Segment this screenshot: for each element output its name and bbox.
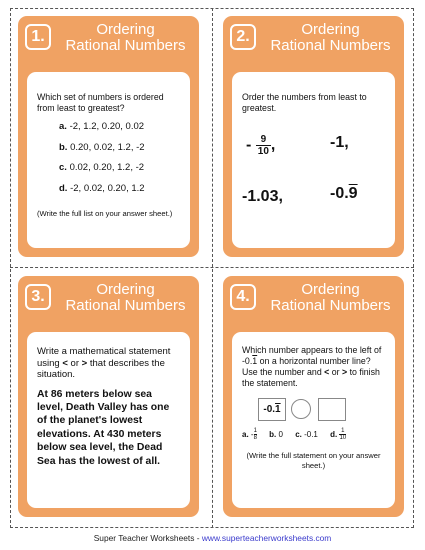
task-card-1 [18,16,199,257]
neg-sign: - [246,136,252,154]
choice-letter: c. [59,162,67,173]
choice-text: -2, 1.2, 0.20, 0.02 [69,121,145,132]
card-body [27,72,190,248]
question-prompt [242,345,385,389]
value-neg-1-03: -1.03, [242,188,283,205]
card-body [232,332,395,508]
option-c [295,430,318,439]
option-a [242,430,257,439]
option-letter: a. [242,429,249,439]
prompt-text: that describes the situation. [37,357,165,380]
choice-letter: b. [59,141,68,153]
choice-d [59,179,180,200]
less-than-symbol: < [324,367,330,377]
value-neg-0-repeating-9 [330,185,358,202]
choice-a [59,117,180,138]
card-title-line2: Rational Numbers [65,37,186,54]
prompt-text: Write a mathematical statement using [37,346,171,369]
task-card-2 [223,16,404,257]
fraction [254,428,257,441]
fraction [339,428,346,441]
choice-text: 0.20, 0.02, 1.2, -2 [70,141,145,153]
repeating-digit: 9 [348,185,358,202]
answer-note: (Write the full statement on your answer sheet.) [246,451,381,470]
cut-line-horizontal [10,267,414,268]
repeating-prefix: -0. [330,185,349,202]
question-prompt [37,346,180,381]
question-prompt: Order the numbers from least to greatest. [242,92,367,113]
fraction [256,134,271,157]
option-d [330,430,346,439]
fraction-numerator: 1 [341,428,345,434]
footer [0,533,425,543]
option-letter: d. [330,429,338,439]
card-title-line2: Rational Numbers [65,297,186,314]
option-letter: b. [269,429,277,439]
prompt-text: Which number appears to the left of -0. [242,345,382,366]
answer-box[interactable] [318,398,346,421]
card-title [56,22,195,54]
fraction-numerator: 1 [253,428,257,434]
task-card-4 [223,276,404,517]
answer-note: (Write the full list on your answer sheet.) [37,209,173,218]
repeating-digit: 1 [252,356,258,366]
option-letter: c. [295,429,302,439]
greater-than-symbol: > [81,357,88,369]
comma: , [270,136,276,154]
card-title-line1: Ordering [96,21,155,38]
choice-c [59,158,180,179]
card-title-line1: Ordering [96,281,155,298]
greater-than-symbol: > [342,367,348,377]
value-neg-nine-tenths [246,134,275,157]
card-number: 4. [230,284,256,310]
box-prefix: -0. [263,404,276,415]
option-b [269,430,283,439]
choice-letter: a. [59,121,67,132]
fraction-denominator: 10 [339,435,347,441]
choice-text: 0.02, 0.20, 1.2, -2 [69,162,145,173]
option-value: -0.1 [304,429,318,439]
card-title-line1: Ordering [301,281,360,298]
less-than-symbol: < [62,357,68,369]
box-repeat: 1 [275,404,281,415]
task-card-3 [18,276,199,517]
option-value: 0 [278,429,283,439]
given-number-box [258,398,286,421]
card-title-line1: Ordering [301,21,360,38]
prompt-text: on a horizontal number line? Use the number and [242,356,371,377]
choice-text: -2, 0.02, 0.20, 1.2 [70,182,145,194]
card-title [56,282,195,314]
answer-options [242,428,385,441]
card-number: 3. [25,284,51,310]
neg-sign: - [250,429,254,439]
prompt-text: or [67,357,82,369]
card-title-line2: Rational Numbers [270,37,391,54]
card-title [261,22,400,54]
fraction-denominator: 8 [253,435,257,441]
footer-link[interactable]: www.superteacherworksheets.com [201,533,332,543]
situation-text: At 86 meters below sea level, Death Valley has one of the planet's lowest elevations. At 430 meters below sea level, the Dead Sea has the lowest of all. [37,388,170,467]
card-body [232,72,395,248]
cut-line-vertical [212,8,213,528]
footer-text: Super Teacher Worksheets - [93,533,202,543]
card-title [261,282,400,314]
fraction-numerator: 9 [256,134,271,146]
statement-boxes [242,398,385,428]
prompt-text: or [329,367,343,377]
card-number: 2. [230,24,256,50]
choice-letter: d. [59,182,68,194]
card-number: 1. [25,24,51,50]
question-prompt: Which set of numbers is ordered from least to greatest? [37,92,164,113]
symbol-circle[interactable] [291,399,311,419]
card-body [27,332,190,508]
choice-b [59,138,180,159]
value-neg-one: -1, [330,134,349,151]
fraction-denominator: 10 [257,146,269,157]
prompt-text: to finish the statement. [242,367,380,388]
card-title-line2: Rational Numbers [270,297,391,314]
